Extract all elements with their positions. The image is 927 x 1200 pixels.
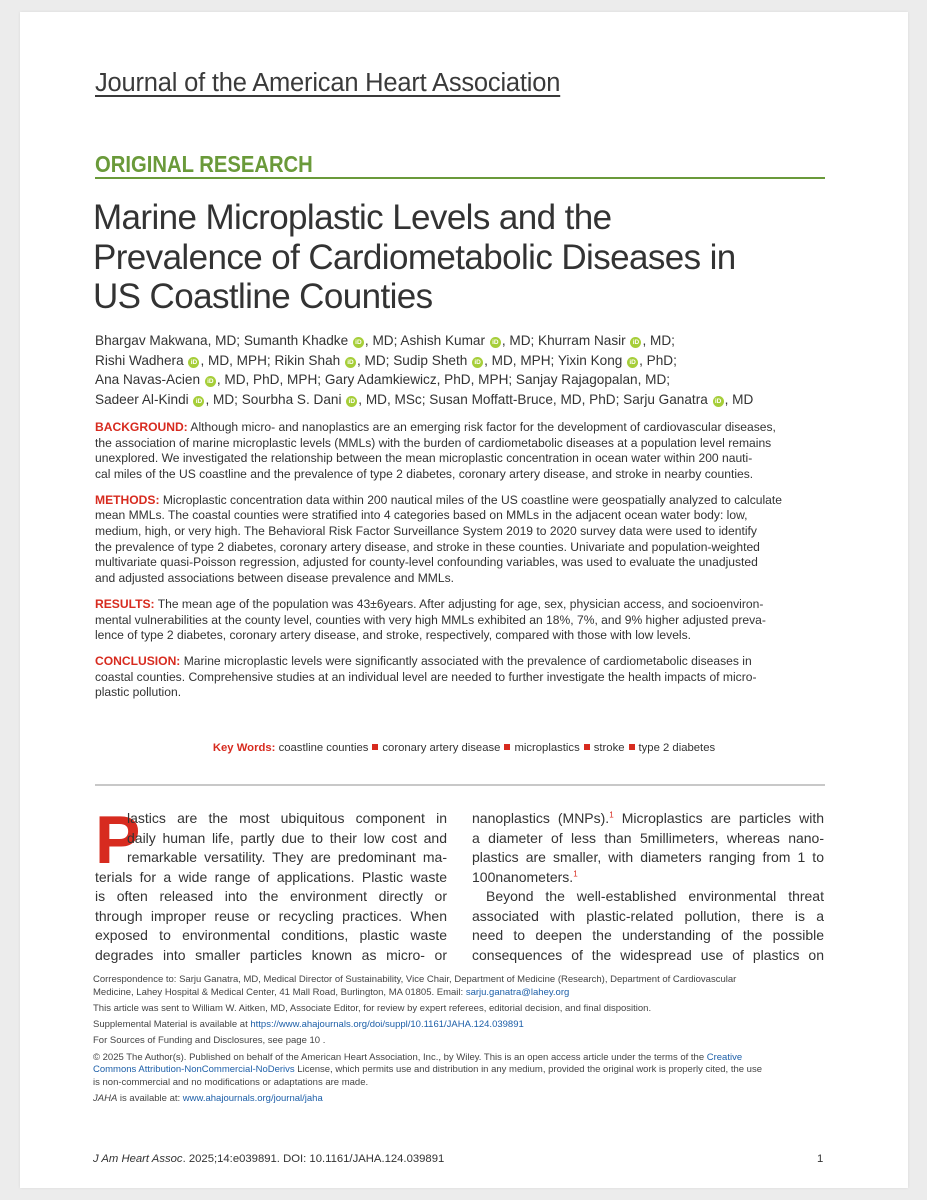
- author-text: , MD; Sourbha S. Dani: [205, 391, 342, 407]
- abstract-line: mental vulnerabilities at the county level, counties with very high MMLs exhibited an 18%, 7%, and 9% higher adjusted preva-: [95, 612, 766, 627]
- license-link[interactable]: Creative: [706, 1051, 743, 1063]
- author-line: [95, 331, 835, 351]
- corr-line: [93, 1093, 828, 1106]
- corr-text: Supplemental Material is available at: [93, 1019, 251, 1031]
- abstract-conclusion: [95, 654, 824, 701]
- body-line: terials for a wide range of applications. Plastic waste: [95, 868, 447, 885]
- abstract-line: the association of marine microplastic levels (MMLs) with the burden of cardiometabolic diseases at a population level remains: [95, 435, 772, 450]
- author-text: , MD; Khurram Nasir: [501, 333, 626, 348]
- abstract-divider: [95, 784, 825, 786]
- citation-text: . 2025;14:e039891. DOI: 10.1161/JAHA.124.039891: [182, 1153, 445, 1165]
- corr-text: License, which permits use and distribution in any medium, provided the original work is properly cited, the use: [294, 1064, 762, 1076]
- bullet-square-icon: [584, 744, 590, 750]
- abstract-text: Microplastic concentration data within 200 nautical miles of the US coastline were geospatially analyzed to calculate: [159, 492, 782, 507]
- author-text: , MD; Ashish Kumar: [364, 333, 486, 348]
- orcid-icon[interactable]: iD: [713, 396, 724, 407]
- orcid-icon[interactable]: iD: [490, 337, 501, 348]
- orcid-icon[interactable]: iD: [353, 337, 364, 348]
- body-line: plastics are smaller, with diameters ranging from 1 to: [472, 849, 824, 865]
- article-page: [20, 12, 908, 1188]
- body-text: 100nanometers.: [472, 868, 574, 885]
- author-text: , MD, MPH; Yixin Kong: [484, 352, 623, 368]
- bullet-square-icon: [629, 744, 635, 750]
- supplemental-note: [93, 1019, 828, 1032]
- title-line: US Coastline Counties: [93, 277, 433, 316]
- license-note: [93, 1052, 828, 1090]
- author-text: , PhD;: [639, 352, 677, 368]
- journal-name[interactable]: Journal of the American Heart Association: [95, 69, 561, 97]
- author-line: [95, 370, 835, 390]
- corr-line: [93, 1052, 828, 1065]
- author-text: , MD, MSc; Susan Moffatt-Bruce, MD, PhD; Sarju Ganatra: [358, 391, 708, 407]
- orcid-icon[interactable]: iD: [346, 396, 357, 407]
- body-line: a diameter of less than 5millimeters, whereas nano-: [472, 829, 824, 846]
- body-line: associated with plastic-related pollution, there is a: [472, 907, 824, 924]
- abstract-line: and adjusted associations between disease prevalence and MMLs.: [95, 570, 455, 585]
- abstract: [95, 420, 824, 712]
- body-column-left: [95, 802, 447, 965]
- methods-label: METHODS:: [95, 492, 160, 507]
- orcid-icon[interactable]: iD: [193, 396, 204, 407]
- corr-text: © 2025 The Author(s). Published on behalf of the American Heart Association, Inc., by Wiley. This is an open access article under the terms of the: [93, 1051, 707, 1063]
- author-text: , MD;: [642, 333, 675, 348]
- keywords: [20, 742, 908, 754]
- author-text: Rishi Wadhera: [95, 352, 184, 368]
- author-text: , MD, PhD, MPH; Gary Adamkiewicz, PhD, MPH; Sanjay Rajagopalan, MD;: [216, 372, 671, 387]
- corr-line: [93, 1064, 828, 1077]
- correspondence: [93, 974, 828, 999]
- orcid-icon[interactable]: iD: [627, 357, 638, 368]
- body-line: exposed to environmental conditions, plastic waste: [95, 927, 447, 943]
- orcid-icon[interactable]: iD: [188, 357, 199, 368]
- journal-abbrev: J Am Heart Assoc: [93, 1153, 183, 1165]
- corr-line: For Sources of Funding and Disclosures, see page 10 .: [93, 1035, 326, 1047]
- corr-text: is available at:: [117, 1093, 183, 1105]
- keywords-label: Key Words:: [212, 742, 276, 754]
- abstract-line: [95, 597, 824, 613]
- reference-link[interactable]: 1: [609, 810, 614, 820]
- abstract-line: plastic pollution.: [95, 685, 182, 700]
- body-line: is often released into the environment directly or: [95, 888, 447, 904]
- abstract-text: Although micro- and nanoplastics are an emerging risk factor for the development of cardiovascular diseases,: [187, 420, 776, 434]
- abstract-line: medium, high, or very high. The Behavioral Risk Factor Surveillance System 2019 to 2020 survey data were used to identify: [95, 524, 757, 539]
- abstract-line: cal miles of the US coastline and the prevalence of type 2 diabetes, coronary artery disease, and stroke in nearby counties.: [95, 466, 754, 481]
- orcid-icon[interactable]: iD: [472, 357, 483, 368]
- reference-link[interactable]: 1: [573, 868, 578, 878]
- abstract-text: Marine microplastic levels were significantly associated with the prevalence of cardiometabolic diseases in: [180, 654, 752, 669]
- section-label: ORIGINAL RESEARCH: [95, 151, 313, 177]
- author-text: , MD, MPH; Rikin Shah: [200, 352, 341, 368]
- body-line: degrades into smaller particles known as micro- or: [95, 946, 447, 963]
- author-list: [95, 331, 835, 409]
- corr-text: Medicine, Lahey Hospital & Medical Center, 41 Mall Road, Burlington, MA 01805. Email:: [93, 986, 466, 998]
- keyword[interactable]: type 2 diabetes: [638, 742, 716, 754]
- jaha-link[interactable]: www.ahajournals.org/journal/jaha: [182, 1093, 323, 1105]
- drop-cap: P: [95, 802, 141, 878]
- body-line: remarkable versatility. They are predominant ma-: [127, 849, 447, 865]
- body-line: consequences of the widespread use of plastics on: [472, 946, 824, 963]
- body-line: Beyond the well-established environmental threat: [486, 888, 824, 904]
- jaha-label: JAHA: [93, 1093, 118, 1105]
- keyword[interactable]: microplastics: [514, 742, 580, 754]
- keyword[interactable]: stroke: [593, 742, 625, 754]
- orcid-icon[interactable]: iD: [205, 376, 216, 387]
- author-text: , MD: [724, 391, 754, 407]
- page-number: 1: [817, 1153, 824, 1165]
- funding-note: [93, 1035, 828, 1048]
- corr-line: This article was sent to William W. Aitken, MD, Associate Editor, for review by expert referees, editorial decision, and final disposition.: [93, 1002, 652, 1014]
- title-line: Marine Microplastic Levels and the: [93, 198, 612, 237]
- abstract-line: [95, 654, 824, 670]
- orcid-icon[interactable]: iD: [345, 357, 356, 368]
- author-line: [95, 390, 835, 410]
- abstract-line: lence of type 2 diabetes, coronary artery disease, and stroke, respectively, compared with those with low levels.: [95, 628, 692, 643]
- jaha-note: [93, 1093, 828, 1106]
- abstract-line: mean MMLs. The coastal counties were stratified into 4 categories based on MMLs in the adjacent ocean water body: low,: [95, 508, 748, 523]
- corr-line: [93, 987, 828, 1000]
- license-link[interactable]: Commons Attribution-NonCommercial-NoDerivs: [93, 1064, 295, 1076]
- author-text: Bhargav Makwana, MD; Sumanth Khadke: [95, 333, 349, 348]
- body-text: nanoplastics (MNPs).: [472, 810, 610, 826]
- abstract-line: unexplored. We investigated the relationship between the mean microplastic concentration in ocean water within 200 nauti-: [95, 451, 753, 466]
- email-link[interactable]: sarju.ganatra@lahey.org: [465, 986, 570, 998]
- author-line: [95, 351, 835, 371]
- body-text: Microplastics are particles with: [613, 810, 824, 826]
- body-column-right: [472, 809, 824, 965]
- keyword[interactable]: coronary artery disease: [382, 742, 501, 754]
- results-label: RESULTS:: [95, 596, 155, 611]
- footer-citation: [93, 1153, 444, 1165]
- abstract-results: [95, 597, 824, 644]
- article-title: [93, 198, 833, 317]
- author-text: Ana Navas-Acien: [95, 372, 201, 387]
- body-line: lastics are the most ubiquitous component in: [127, 810, 447, 826]
- corr-line: Correspondence to: Sarju Ganatra, MD, Medical Director of Sustainability, Vice Chair, Department of Medicine (Research), Department of Cardiovascular: [93, 974, 737, 985]
- abstract-line: [95, 493, 824, 509]
- author-text: , MD; Sudip Sheth: [356, 352, 468, 368]
- keyword[interactable]: coastline counties: [278, 742, 369, 754]
- bullet-square-icon: [372, 744, 378, 750]
- body-line: need to deepen the understanding of the possible: [472, 927, 824, 943]
- corr-line: [93, 1019, 828, 1032]
- body-line: [472, 809, 824, 829]
- bullet-square-icon: [504, 744, 510, 750]
- abstract-line: multivariate quasi-Poisson regression, adjusted for county-level confounding variables, was used to evaluate the unadjusted: [95, 555, 758, 570]
- abstract-methods: [95, 493, 824, 587]
- title-line: Prevalence of Cardiometabolic Diseases in: [93, 237, 736, 277]
- body-line: daily human life, partly due to their low cost and: [127, 829, 447, 846]
- abstract-line: coastal counties. Comprehensive studies at an individual level are needed to further investigate the health impacts of micro-: [95, 669, 757, 684]
- orcid-icon[interactable]: iD: [630, 337, 641, 348]
- review-note: [93, 1003, 828, 1016]
- body-line: [472, 868, 824, 888]
- abstract-line: the prevalence of type 2 diabetes, coronary artery disease, and stroke in these counties. Univariate and population-weighted: [95, 539, 760, 554]
- abstract-line: [95, 420, 824, 436]
- supplemental-link[interactable]: https://www.ahajournals.org/doi/suppl/10.1161/JAHA.124.039891: [250, 1019, 524, 1031]
- section-rule: [95, 177, 825, 179]
- corr-line: is non-commercial and no modifications or adaptations are made.: [93, 1076, 369, 1088]
- background-label: BACKGROUND:: [95, 420, 188, 434]
- abstract-text: The mean age of the population was 43±6years. After adjusting for age, sex, physician access, and socioenviron-: [154, 596, 764, 611]
- correspondence-block: [93, 974, 828, 1109]
- abstract-background: [95, 420, 824, 482]
- body-line: through improper reuse or recycling practices. When: [95, 907, 447, 924]
- conclusion-label: CONCLUSION:: [95, 654, 181, 669]
- author-text: Sadeer Al-Kindi: [95, 391, 189, 407]
